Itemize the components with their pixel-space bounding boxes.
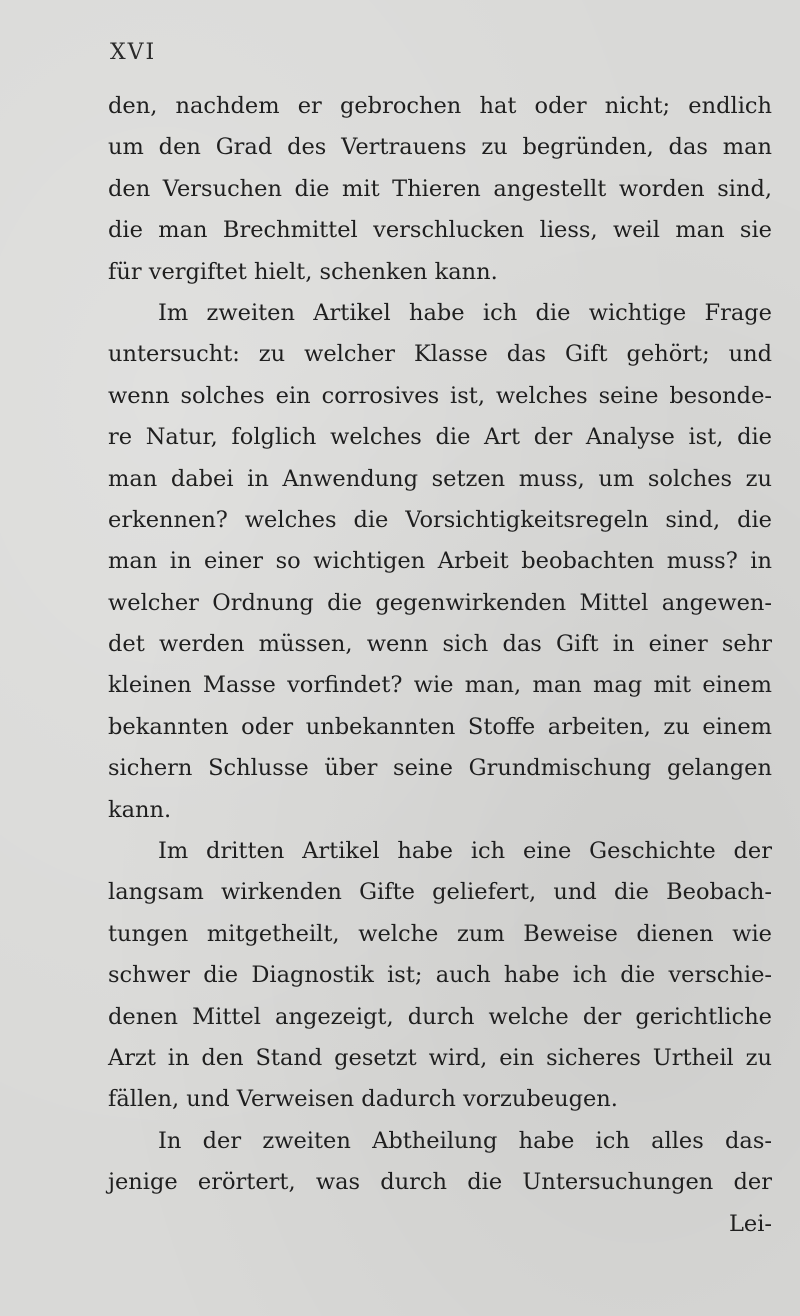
text-line: untersucht: zu welcher Klasse das Gift gehört; und bbox=[108, 341, 772, 368]
text-line: kann. bbox=[108, 796, 172, 823]
text-line: erkennen? welches die Vorsichtigkeitsregeln sind, die bbox=[108, 506, 772, 533]
text-line: bekannten oder unbekannten Stoffe arbeiten, zu einem bbox=[108, 713, 772, 740]
text-line: schwer die Diagnostik ist; auch habe ich die verschie- bbox=[108, 962, 772, 989]
page-number: XVI bbox=[110, 40, 157, 65]
text-line: sichern Schlusse über seine Grundmischung gelangen bbox=[108, 755, 772, 782]
text-line: Arzt in den Stand gesetzt wird, ein sicheres Urtheil zu bbox=[108, 1044, 772, 1071]
text-line: die man Brechmittel verschlucken liess, weil man sie bbox=[108, 217, 772, 244]
text-line: für vergiftet hielt, schenken kann. bbox=[108, 258, 498, 285]
text-line: Im zweiten Artikel habe ich die wichtige Frage bbox=[158, 299, 772, 326]
text-line: Lei- bbox=[728, 1210, 772, 1237]
text-line: re Natur, folglich welches die Art der Analyse ist, die bbox=[108, 424, 772, 451]
text-line: wenn solches ein corrosives ist, welches seine besonde- bbox=[108, 382, 772, 409]
text-line: welcher Ordnung die gegenwirkenden Mittel angewen- bbox=[108, 589, 772, 616]
text-line: jenige erörtert, was durch die Untersuchungen der bbox=[108, 1169, 772, 1196]
text-line: tungen mitgetheilt, welche zum Beweise dienen wie bbox=[108, 920, 772, 947]
text-line: det werden müssen, wenn sich das Gift in einer sehr bbox=[108, 631, 772, 658]
text-line: man dabei in Anwendung setzen muss, um solches zu bbox=[108, 465, 772, 492]
text-line: langsam wirkenden Gifte geliefert, und die Beobach- bbox=[108, 879, 772, 906]
text-line: kleinen Masse vorfindet? wie man, man mag mit einem bbox=[108, 672, 772, 699]
body-text bbox=[108, 86, 772, 1245]
text-line: Im dritten Artikel habe ich eine Geschichte der bbox=[158, 838, 772, 865]
text-line: man in einer so wichtigen Arbeit beobachten muss? in bbox=[108, 548, 772, 575]
text-line: den Versuchen die mit Thieren angestellt worden sind, bbox=[108, 175, 772, 202]
text-line: fällen, und Verweisen dadurch vorzubeugen. bbox=[108, 1086, 618, 1113]
text-line: In der zweiten Abtheilung habe ich alles das- bbox=[158, 1127, 772, 1154]
text-line: denen Mittel angezeigt, durch welche der gerichtliche bbox=[108, 1003, 772, 1030]
text-line: um den Grad des Vertrauens zu begründen, das man bbox=[108, 134, 772, 161]
text-line: den, nachdem er gebrochen hat oder nicht; endlich bbox=[108, 93, 772, 119]
